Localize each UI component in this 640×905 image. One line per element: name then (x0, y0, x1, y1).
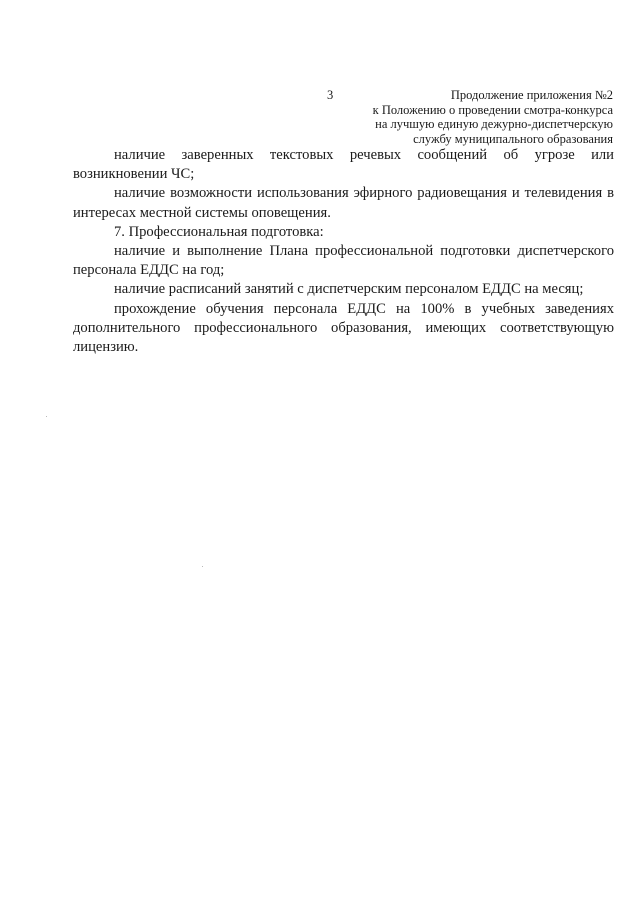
body-paragraph: наличие возможности использования эфирного радиовещания и телевидения в интересах местной системы оповещения. (73, 185, 614, 221)
body-paragraph: наличие заверенных текстовых речевых сообщений об угрозе или возникновении ЧС; (73, 147, 614, 183)
scan-speck (202, 566, 203, 567)
body-paragraph: наличие и выполнение Плана профессиональной подготовки диспетчерского персонала ЕДДС на год; (73, 243, 614, 279)
appendix-header-line: к Положению о проведении смотра-конкурса (372, 102, 613, 117)
body-paragraph: прохождение обучения персонала ЕДДС на 100% в учебных заведениях дополнительного профессионального образования, имеющих соответствующую лицензию. (73, 300, 614, 356)
appendix-header-line: Продолжение приложения №2 (450, 88, 613, 102)
page-number: 3 (327, 88, 334, 102)
document-body (73, 146, 614, 357)
appendix-header (283, 88, 613, 146)
body-paragraph: наличие расписаний занятий с диспетчерским персоналом ЕДДС на месяц; (114, 281, 584, 298)
appendix-header-line: службу муниципального образования (413, 131, 613, 146)
section-heading: 7. Профессиональная подготовка: (114, 223, 324, 240)
scan-speck (46, 416, 47, 417)
appendix-header-line: на лучшую единую дежурно-диспетчерскую (375, 117, 613, 132)
